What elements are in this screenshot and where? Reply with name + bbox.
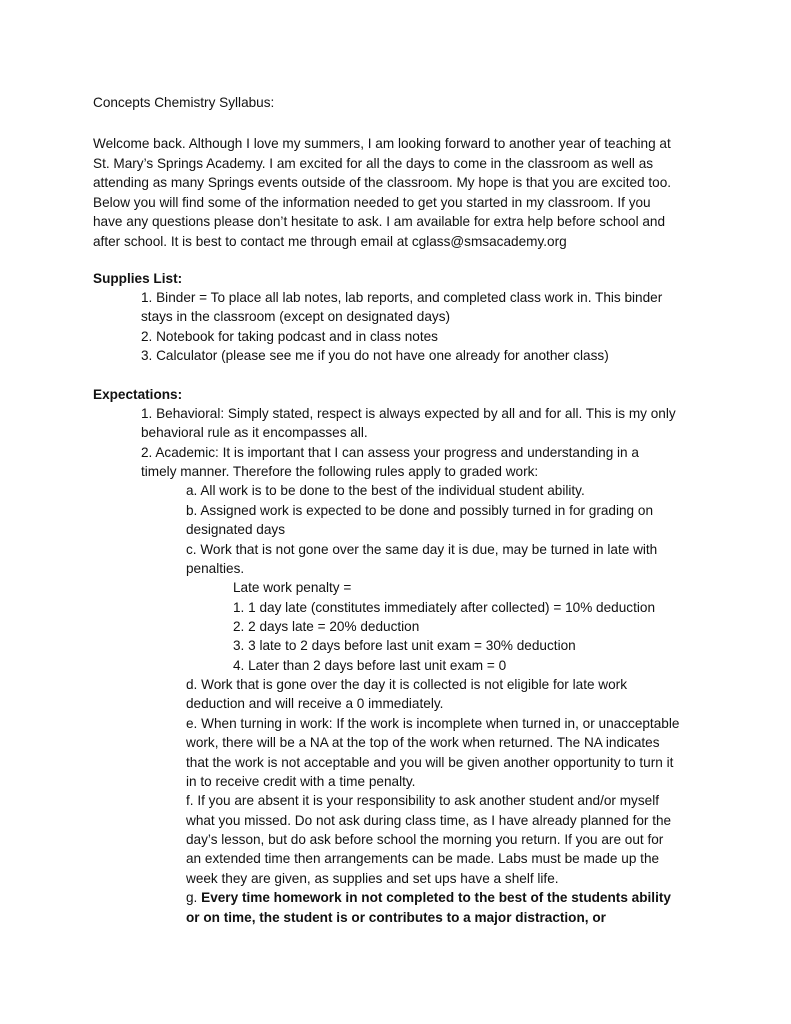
rule-f: f. If you are absent it is your responsibility to ask another student and/or myself [186,793,660,808]
supplies-item: 3. Calculator (please see me if you do not have one already for another class) [141,348,609,363]
expectation-behavioral: 1. Behavioral: Simply stated, respect is always expected by all and for all. This is my only [141,406,676,421]
supplies-heading: Supplies List: [93,271,183,286]
rule-e-continued: that the work is not acceptable and you will be given another opportunity to turn it [186,755,674,770]
rule-g-prefix: g. [186,890,202,905]
intro-paragraph [93,134,733,251]
rule-e-continued: in to receive credit with a time penalty. [186,774,416,789]
supplies-item: 1. Binder = To place all lab notes, lab reports, and completed class work in. This binder [141,290,663,305]
late-penalty-item: 3. 3 late to 2 days before last unit exam = 30% deduction [233,638,576,653]
rule-c-continued: penalties. [186,561,245,576]
late-penalty-item: 1. 1 day late (constitutes immediately after collected) = 10% deduction [233,600,656,615]
rule-d-continued: deduction and will receive a 0 immediately. [186,696,444,711]
late-penalty-heading: Late work penalty = [233,580,352,595]
rule-d: d. Work that is gone over the day it is collected is not eligible for late work [186,677,628,692]
supplies-item: 2. Notebook for taking podcast and in class notes [141,329,438,344]
intro-line: Below you will find some of the information needed to get you started in my classroom. If you [93,194,651,210]
rule-f-continued: what you missed. Do not ask during class time, as I have already planned for the [186,813,672,828]
rule-e-continued: work, there will be a NA at the top of the work when returned. The NA indicates [186,735,660,750]
late-penalty-item: 2. 2 days late = 20% deduction [233,619,420,634]
intro-line: St. Mary’s Springs Academy. I am excited for all the days to come in the classroom as well as [93,155,654,171]
rule-g-continued: or on time, the student is or contributes to a major distraction, or [186,910,606,925]
rule-g [186,888,671,907]
expectation-academic: 2. Academic: It is important that I can assess your progress and understanding in a [141,445,639,460]
rule-a: a. All work is to be done to the best of the individual student ability. [186,483,585,498]
document-title: Concepts Chemistry Syllabus: [93,95,275,110]
rule-f-continued: week they are given, as supplies and set ups have a shelf life. [186,871,559,886]
late-penalty-item: 4. Later than 2 days before last unit exam = 0 [233,658,507,673]
rule-b-continued: designated days [186,522,286,537]
rule-e: e. When turning in work: If the work is incomplete when turned in, or unacceptable [186,716,680,731]
expectation-behavioral-continued: behavioral rule as it encompasses all. [141,425,368,440]
intro-line: Welcome back. Although I love my summers, I am looking forward to another year of teaching at [93,136,671,151]
rule-f-continued: day’s lesson, but do ask before school the morning you return. If you are out for [186,832,664,847]
expectations-heading: Expectations: [93,387,183,402]
rule-c: c. Work that is not gone over the same day it is due, may be turned in late with [186,542,658,557]
rule-f-continued: an extended time then arrangements can be made. Labs must be made up the [186,851,660,866]
intro-line: attending as many Springs events outside of the classroom. My hope is that you are excited too. [93,175,672,190]
rule-g-bold-text: Every time homework in not completed to the best of the students ability [201,890,671,905]
supplies-item-continued: stays in the classroom (except on designated days) [141,309,451,324]
intro-line: have any questions please don’t hesitate to ask. I am available for extra help before school and [93,214,666,229]
rule-b: b. Assigned work is expected to be done and possibly turned in for grading on [186,503,654,518]
intro-line: after school. It is best to contact me through email at cglass@smsacademy.org [93,233,567,249]
expectation-academic-continued: timely manner. Therefore the following rules apply to graded work: [141,464,539,479]
